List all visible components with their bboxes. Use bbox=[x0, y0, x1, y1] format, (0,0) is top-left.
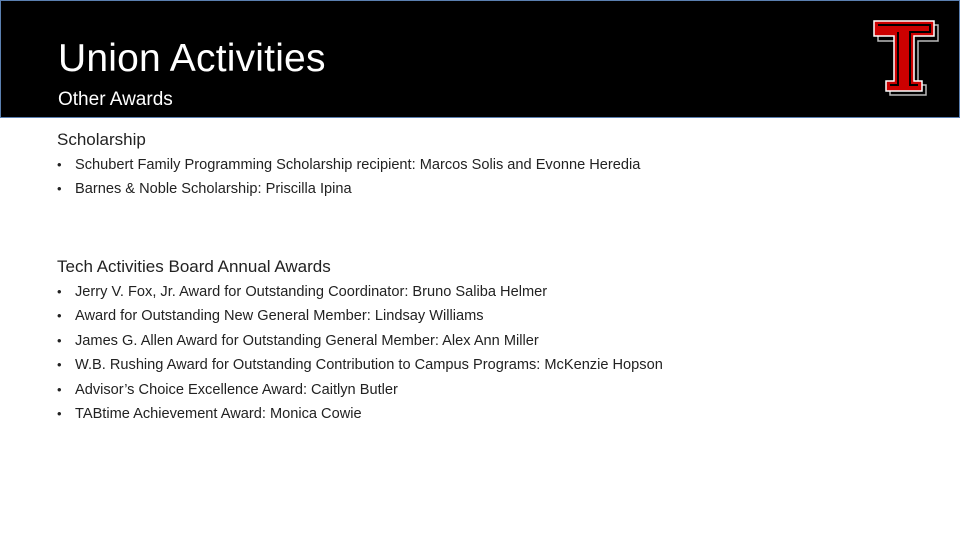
scholarship-list bbox=[57, 153, 640, 202]
slide-subtitle: Other Awards bbox=[58, 89, 173, 110]
list-item: • Award for Outstanding New General Member: Lindsay Williams bbox=[57, 304, 663, 328]
list-item: • Schubert Family Programming Scholarship recipient: Marcos Solis and Evonne Heredia bbox=[57, 153, 640, 177]
tab-awards-list bbox=[57, 280, 663, 426]
double-t-logo-icon bbox=[872, 19, 944, 99]
tab-awards-heading: Tech Activities Board Annual Awards bbox=[57, 257, 331, 276]
list-item: • Advisor’s Choice Excellence Award: Caitlyn Butler bbox=[57, 378, 663, 402]
list-item: • W.B. Rushing Award for Outstanding Contribution to Campus Programs: McKenzie Hopson bbox=[57, 353, 663, 377]
list-item: • James G. Allen Award for Outstanding General Member: Alex Ann Miller bbox=[57, 329, 663, 353]
title-banner bbox=[0, 0, 960, 118]
list-item: • Barnes & Noble Scholarship: Priscilla Ipina bbox=[57, 177, 640, 201]
list-item: • TABtime Achievement Award: Monica Cowie bbox=[57, 402, 663, 426]
slide-title: Union Activities bbox=[58, 37, 326, 80]
scholarship-heading: Scholarship bbox=[57, 130, 146, 149]
list-item: • Jerry V. Fox, Jr. Award for Outstanding Coordinator: Bruno Saliba Helmer bbox=[57, 280, 663, 304]
